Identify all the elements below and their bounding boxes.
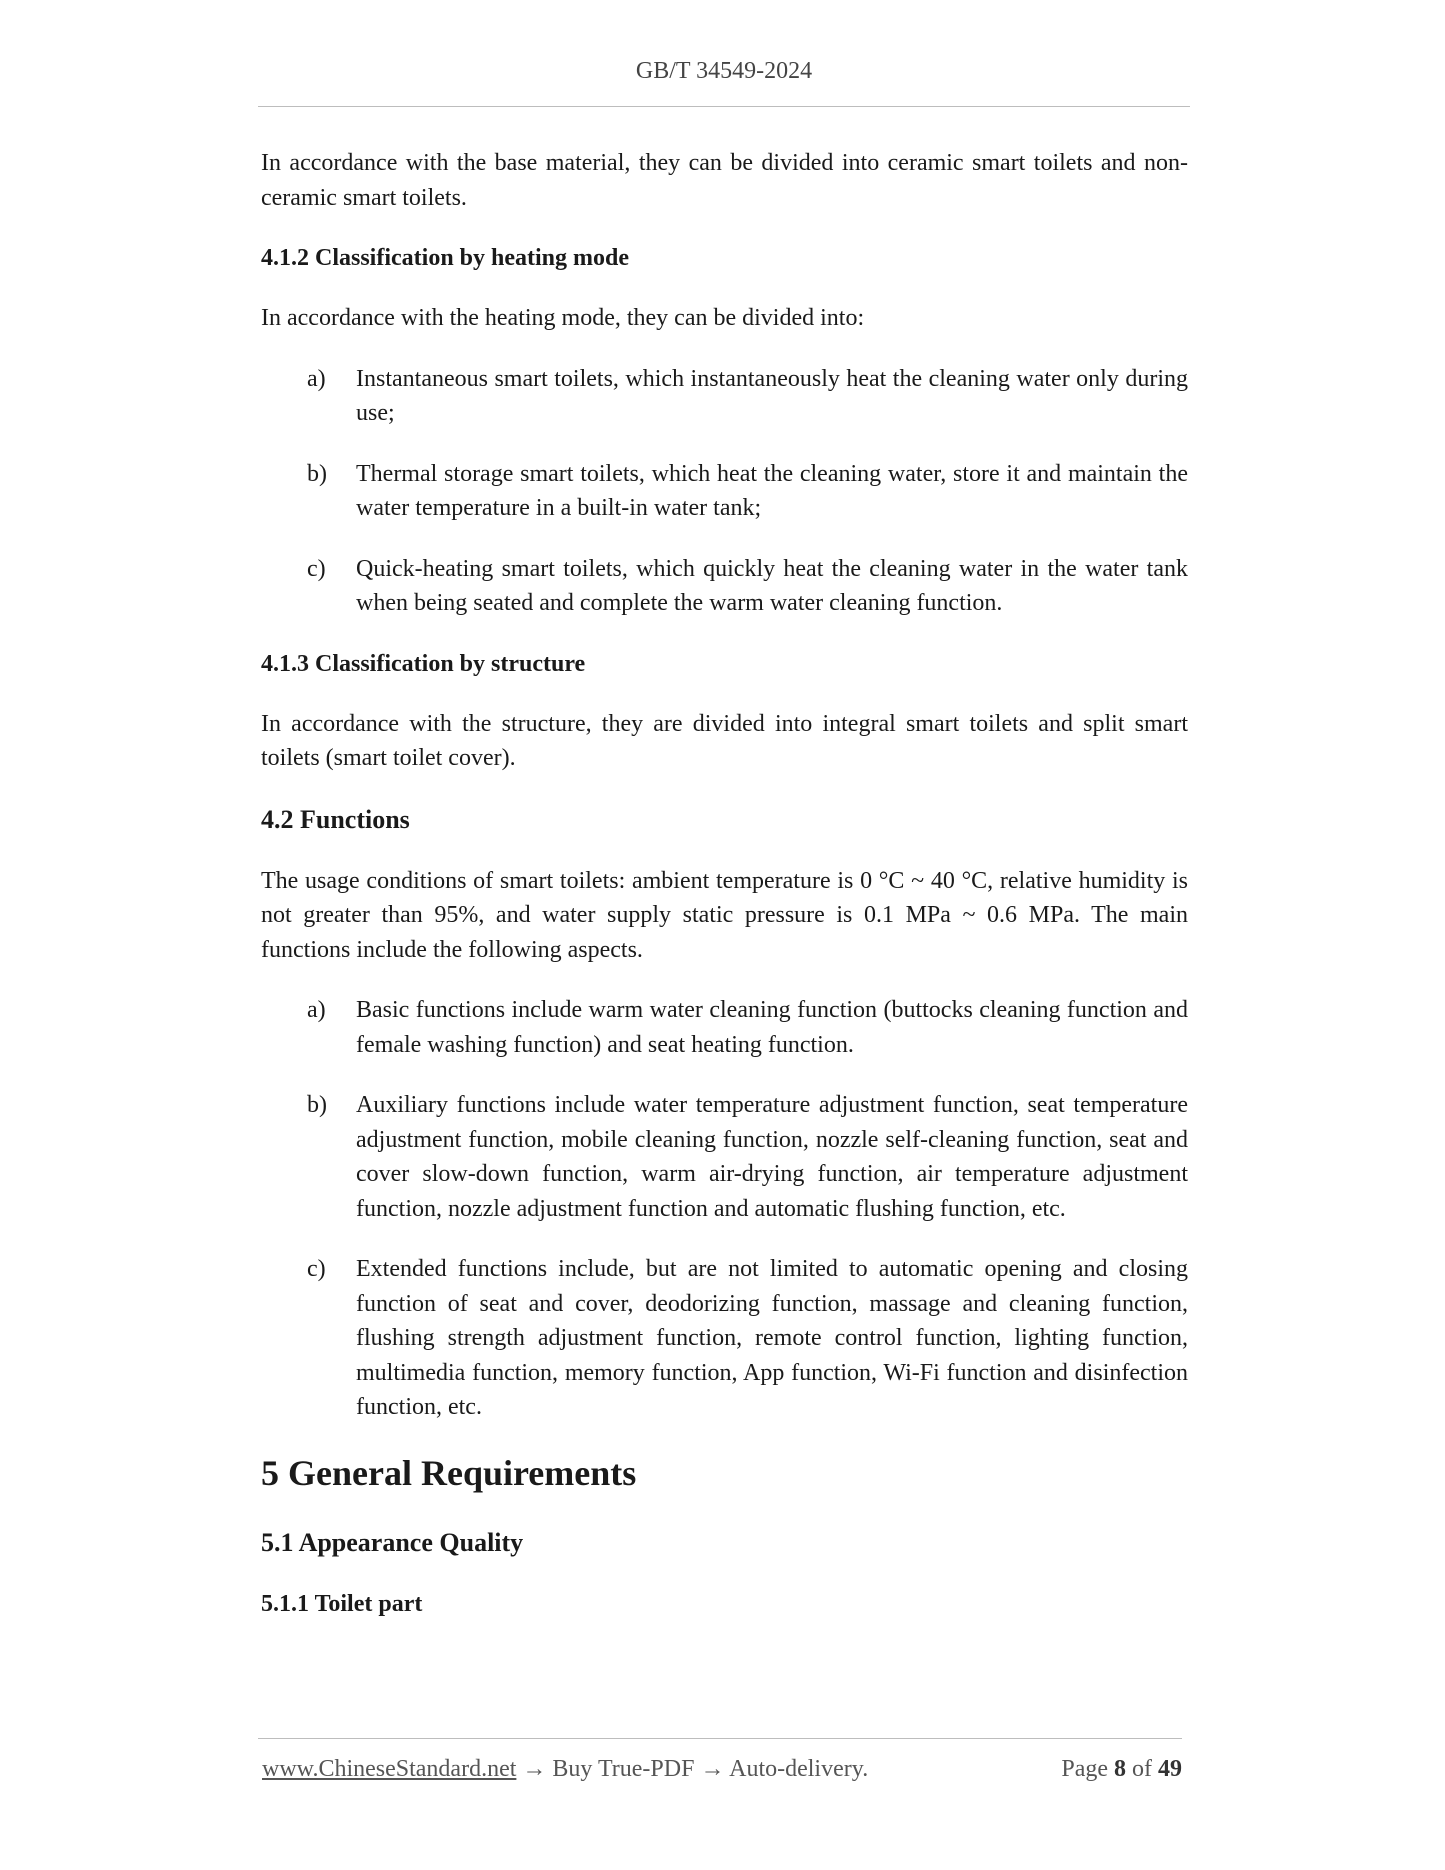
footer-tagline: → Buy True-PDF → Auto-delivery. (516, 1756, 869, 1782)
functions-list (261, 993, 1188, 1425)
list-item (261, 457, 1188, 526)
header-divider (258, 106, 1190, 107)
heading-4-1-2: 4.1.2 Classification by heating mode (261, 245, 630, 271)
heading-4-1-3: 4.1.3 Classification by structure (261, 650, 586, 677)
list-marker: c) (307, 1256, 326, 1282)
list-marker: a) (307, 365, 326, 392)
list-item-text: Thermal storage smart toilets, which heat the cleaning water, store it and maintain the water temperature in a built-in water tank; (356, 460, 1188, 521)
structure-paragraph: In accordance with the structure, they are divided into integral smart toilets and split smart toilets (smart toilet cover). (261, 710, 1188, 771)
list-item (261, 1252, 1188, 1425)
of-label: of (1132, 1756, 1152, 1782)
list-item (261, 362, 1188, 431)
list-item-text: Auxiliary functions include water temperature adjustment function, seat temperature adjustment function, mobile cleaning function, nozzle self-cleaning function, seat and cover slow-down function, warm air-drying function, air temperature adjustment function, nozzle adjustment function and automatic flushing function, etc. (356, 1092, 1188, 1222)
heading-5-1-1: 5.1.1 Toilet part (261, 1590, 423, 1617)
heading-5: 5 General Requirements (261, 1452, 637, 1493)
list-item (261, 993, 1188, 1062)
website-link[interactable]: www.ChineseStandard.net (262, 1756, 517, 1782)
page-footer (262, 1756, 1182, 1783)
list-item (261, 552, 1188, 621)
list-marker: b) (307, 1092, 327, 1118)
page-header: GB/T 34549-2024 (635, 58, 813, 84)
page-total: 49 (1158, 1756, 1182, 1782)
list-marker: a) (307, 997, 326, 1023)
heading-4-2: 4.2 Functions (261, 804, 410, 834)
list-item-text: Quick-heating smart toilets, which quickly heat the cleaning water in the water tank when being seated and complete the warm water cleaning function. (356, 555, 1188, 616)
functions-paragraph: The usage conditions of smart toilets: ambient temperature is 0 °C ~ 40 °C, relative humidity is not greater than 95%, and water supply static pressure is 0.1 MPa ~ 0.6 MPa. The main functions include the following aspects. (261, 867, 1188, 963)
list-marker: b) (307, 460, 327, 487)
footer-divider (258, 1738, 1182, 1739)
list-item-text: Basic functions include warm water cleaning function (buttocks cleaning function and female washing function) and seat heating function. (356, 997, 1188, 1058)
page-current: 8 (1114, 1756, 1126, 1782)
heating-mode-list (261, 362, 1188, 621)
list-marker: c) (307, 555, 326, 582)
page-number (1061, 1756, 1182, 1783)
document-body (261, 146, 1188, 1647)
heating-mode-paragraph: In accordance with the heating mode, they can be divided into: (261, 305, 865, 331)
heading-5-1: 5.1 Appearance Quality (261, 1527, 524, 1557)
list-item (261, 1088, 1188, 1226)
page-label: Page (1061, 1756, 1108, 1782)
list-item-text: Extended functions include, but are not limited to automatic opening and closing function of seat and cover, deodorizing function, massage and cleaning function, flushing strength adjustment function, remote control function, lighting function, multimedia function, memory function, App function, Wi-Fi function and disinfection function, etc. (356, 1256, 1188, 1420)
intro-paragraph: In accordance with the base material, they can be divided into ceramic smart toilets and non-ceramic smart toilets. (261, 150, 1188, 211)
list-item-text: Instantaneous smart toilets, which instantaneously heat the cleaning water only during use; (356, 365, 1188, 426)
